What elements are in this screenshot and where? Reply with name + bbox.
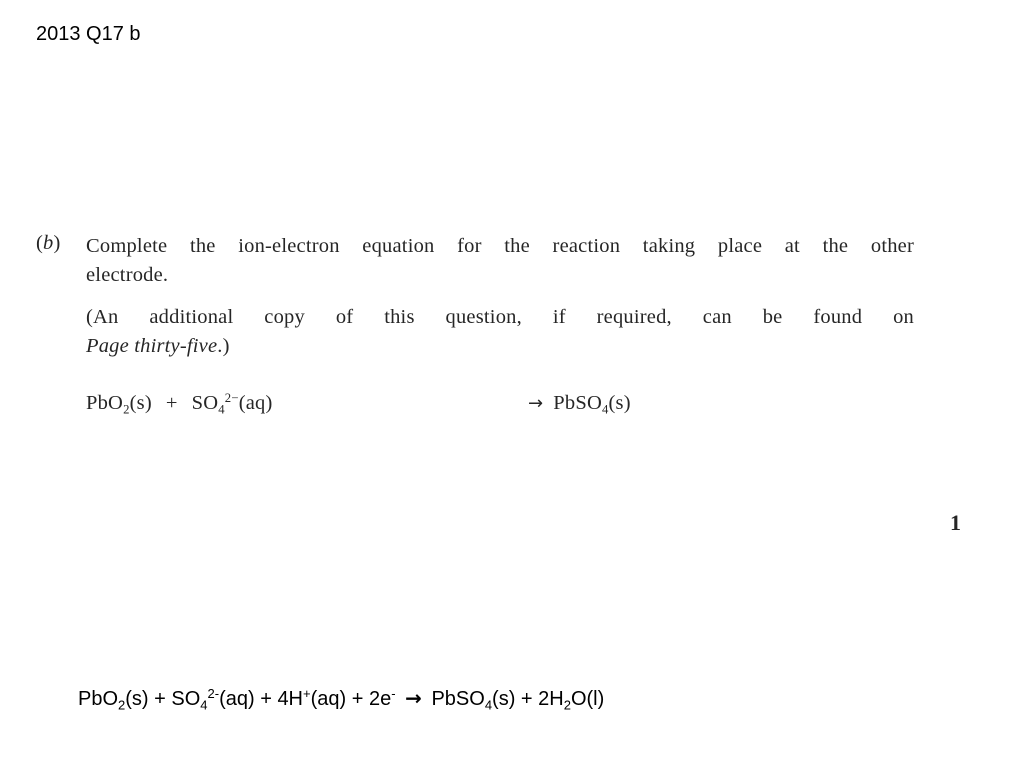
answer-equation: $PbO_2(s) + SO_4^{2-}(aq) + 4H^+(aq) + 2e^-$ → PbSO$_4$(s) + $2H_2O(l)$ — [78, 685, 605, 713]
question-text-line2: electrode. — [86, 264, 169, 286]
note-line2: Page thirty-five.) — [86, 335, 230, 357]
question-body — [86, 232, 914, 417]
question-part-label: (b) — [36, 232, 61, 254]
note-line1: (An additional copy of this question, if required, can be found on — [86, 306, 914, 328]
question-text-line1: Complete the ion-electron equation for the reaction taking place at the other — [86, 235, 914, 257]
equation-reactants: $PbO_2(s) + SO_4^{2-}(aq)$ — [86, 391, 273, 417]
answer-arrow-icon: → — [405, 686, 422, 710]
additional-copy-note — [86, 303, 914, 361]
incomplete-equation — [86, 392, 914, 422]
marks-value: 1 — [950, 510, 962, 535]
page-reference: Page thirty-five — [86, 335, 218, 357]
exam-question-excerpt — [36, 232, 966, 542]
reaction-arrow-icon: → — [528, 393, 544, 414]
equation-product: → PbSO$_4$(s) — [528, 392, 631, 417]
slide-title: 2013 Q17 b — [36, 23, 141, 45]
